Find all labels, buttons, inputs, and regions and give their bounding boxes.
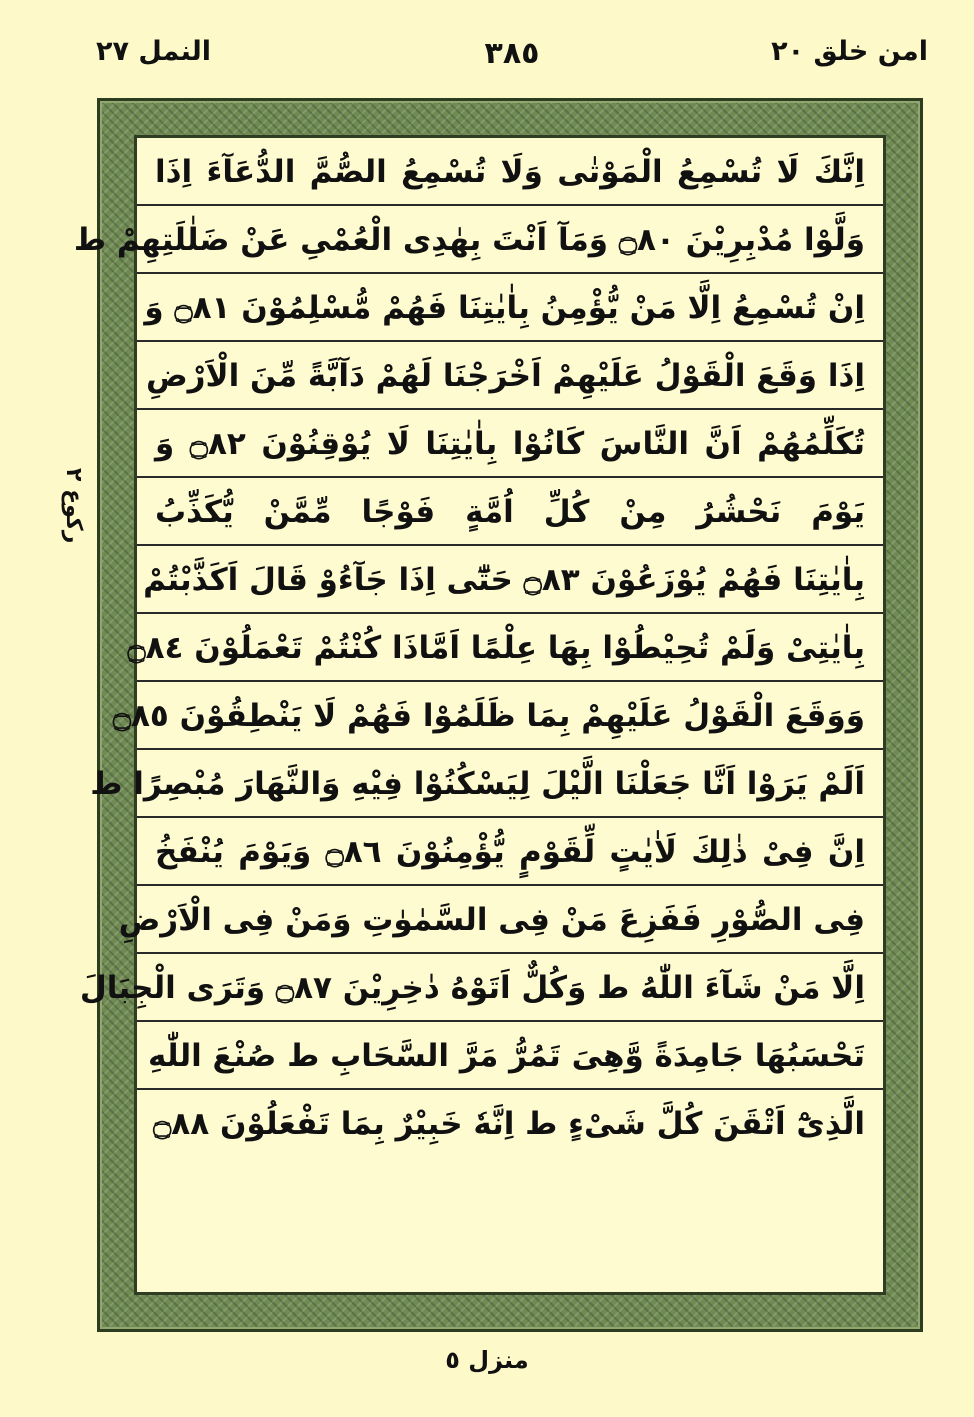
text-line-1: اِنَّكَ لَا تُسْمِعُ الْمَوْتٰى وَلَا تُسْمِعُ الصُّمَّ الدُّعَآءَ اِذَا — [137, 138, 883, 206]
text-line-15: الَّذِىْٓ اَتْقَنَ كُلَّ شَىْءٍ ط اِنَّهٗ خَبِيْرٌ بِمَا تَفْعَلُوْنَ ۝٨٨ — [153, 1106, 865, 1142]
text-line-8: بِاٰيٰتِىْ وَلَمْ تُحِيْطُوْا بِهَا عِلْمًا اَمَّاذَا كُنْتُمْ تَعْمَلُوْنَ ۝٨٤ — [137, 614, 883, 682]
text-line-13: اِلَّا مَنْ شَآءَ اللّٰهُ ط وَكُلٌّ اَتَوْهُ دٰخِرِيْنَ ۝٨٧ وَتَرَى الْجِبَالَ — [137, 954, 883, 1022]
surah-title: النمل ٢٧ — [96, 36, 211, 67]
text-line-7: بِاٰيٰتِنَا فَهُمْ يُوْزَعُوْنَ ۝٨٣ حَتّٰٓى اِذَا جَآءُوْ قَالَ اَكَذَّبْتُمْ — [137, 546, 883, 614]
text-line-12: فِى الصُّوْرِ فَفَزِعَ مَنْ فِى السَّمٰوٰتِ وَمَنْ فِى الْاَرْضِ — [137, 886, 883, 954]
manzil-footer: منزل ٥ — [445, 1346, 529, 1374]
text-line-10: اَلَمْ يَرَوْا اَنَّا جَعَلْنَا الَّيْلَ لِيَسْكُنُوْا فِيْهِ وَالنَّهَارَ مُبْصِرًا ط — [137, 750, 883, 818]
text-line-14: تَحْسَبُهَا جَامِدَةً وَّهِىَ تَمُرُّ مَرَّ السَّحَابِ ط صُنْعَ اللّٰهِ — [137, 1022, 883, 1090]
text-line-3: اِنْ تُسْمِعُ اِلَّا مَنْ يُّؤْمِنُ بِاٰيٰتِنَا فَهُمْ مُّسْلِمُوْنَ ۝٨١ وَ — [137, 274, 883, 342]
page-header — [96, 28, 928, 88]
text-line-4: اِذَا وَقَعَ الْقَوْلُ عَلَيْهِمْ اَخْرَجْنَا لَهُمْ دَآبَّةً مِّنَ الْاَرْضِ — [137, 342, 883, 410]
text-line-6: يَوْمَ نَحْشُرُ مِنْ كُلِّ اُمَّةٍ فَوْجًا مِّمَّنْ يُّكَذِّبُ — [137, 478, 883, 546]
text-line-2: وَلَّوْا مُدْبِرِيْنَ ۝٨٠ وَمَآ اَنْتَ بِهٰدِى الْعُمْىِ عَنْ ضَلٰلَتِهِمْ ط — [137, 206, 883, 274]
text-line-9: وَوَقَعَ الْقَوْلُ عَلَيْهِمْ بِمَا ظَلَمُوْا فَهُمْ لَا يَنْطِقُوْنَ ۝٨٥ — [137, 682, 883, 750]
page-number: ٣٨٥ — [484, 36, 540, 71]
juz-title: امن خلق ٢٠ — [771, 36, 928, 67]
text-line-5: تُكَلِّمُهُمْ اَنَّ النَّاسَ كَانُوْا بِاٰيٰتِنَا لَا يُوْقِنُوْنَ ۝٨٢ وَ — [137, 410, 883, 478]
text-line-11: اِنَّ فِىْ ذٰلِكَ لَاٰيٰتٍ لِّقَوْمٍ يُّؤْمِنُوْنَ ۝٨٦ وَيَوْمَ يُنْفَخُ — [137, 818, 883, 886]
ruku-marker: ركوع ٢ — [61, 468, 86, 544]
